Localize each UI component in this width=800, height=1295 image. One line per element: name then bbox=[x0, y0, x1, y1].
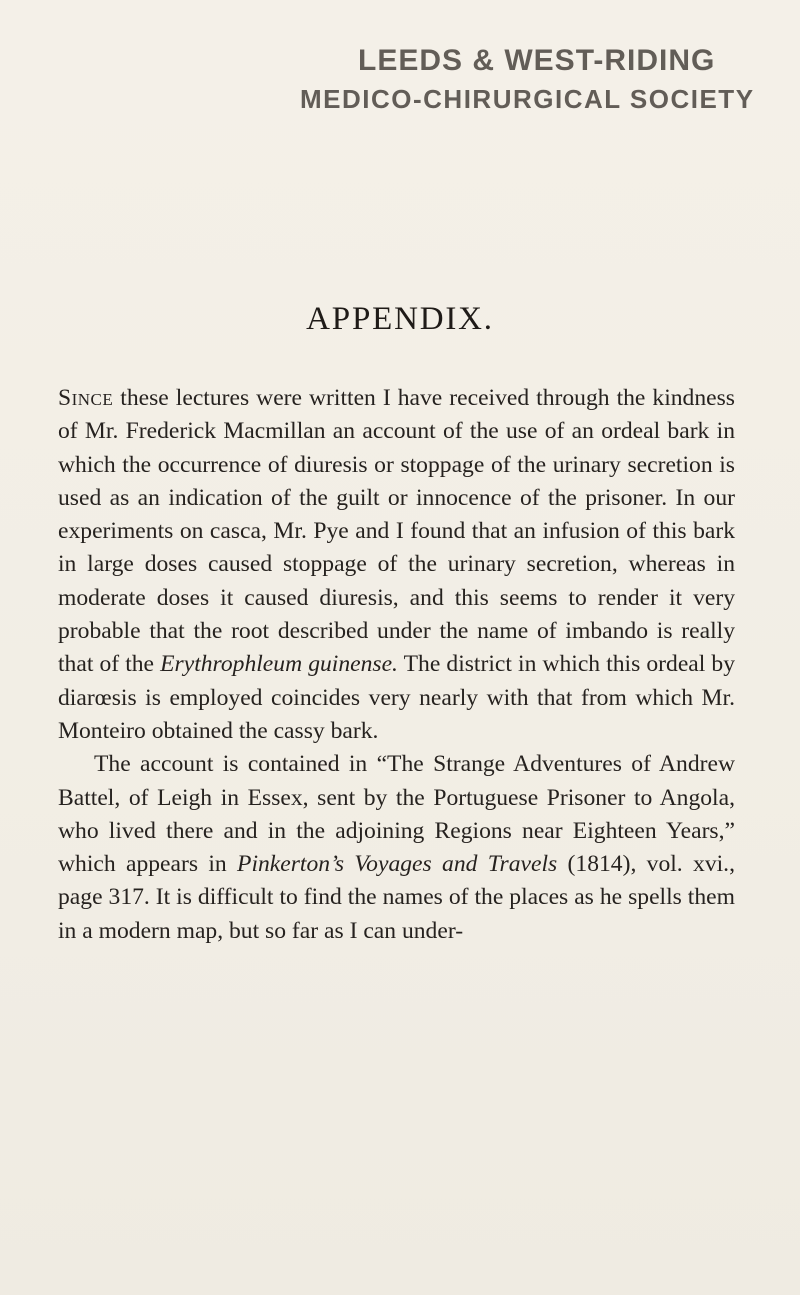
paragraph-1-lead: Since bbox=[58, 385, 114, 411]
page-heading: APPENDIX. bbox=[306, 301, 494, 337]
paragraph-2-text-after: (1814), vol. xvi., page 317. It is difficult to find the names of the places as he spells them in a modern map, but so far as I can under- bbox=[58, 851, 735, 944]
paragraph-1-text: these lectures were written I have received through the kindness of Mr. Frederick Macmillan an account of the use of an ordeal bark in which the occurrence of diuresis or stoppage of the urinary secretion is used as an indication of the guilt or innocence of the prisoner. In our experiments on casca, Mr. Pye and I found that an infusion of this bark in large doses caused stoppage of the urinary secretion, whereas in moderate doses it caused diuresis, and this seems to render it very probable that the root described under the name of imbando is really that of the bbox=[58, 385, 735, 678]
stamp-line-1: LEEDS & WEST-RIDING bbox=[358, 44, 716, 77]
stamp-line-2: MEDICO-CHIRURGICAL SOCIETY bbox=[300, 84, 755, 114]
paragraph-2 bbox=[58, 748, 735, 948]
body-text bbox=[58, 382, 735, 948]
paragraph-2-text: The account is contained in “The Strange Adventures of Andrew Battel, of Leigh in Essex, sent by the Portuguese Prisoner to Angola, who lived there and in the adjoining Regions near Eighteen Years,” which appears in bbox=[58, 751, 735, 878]
paragraph-1 bbox=[58, 382, 735, 748]
paragraph-1-species-name: Erythrophleum guinense. bbox=[160, 651, 398, 678]
paragraph-2-book-title: Pinkerton’s Voyages and Travels bbox=[237, 851, 558, 878]
library-stamp bbox=[300, 46, 800, 112]
paragraph-1-text-after: The district in which this ordeal by diarœsis is employed coincides very nearly with that from which Mr. Monteiro obtained the cassy bark. bbox=[58, 651, 735, 744]
